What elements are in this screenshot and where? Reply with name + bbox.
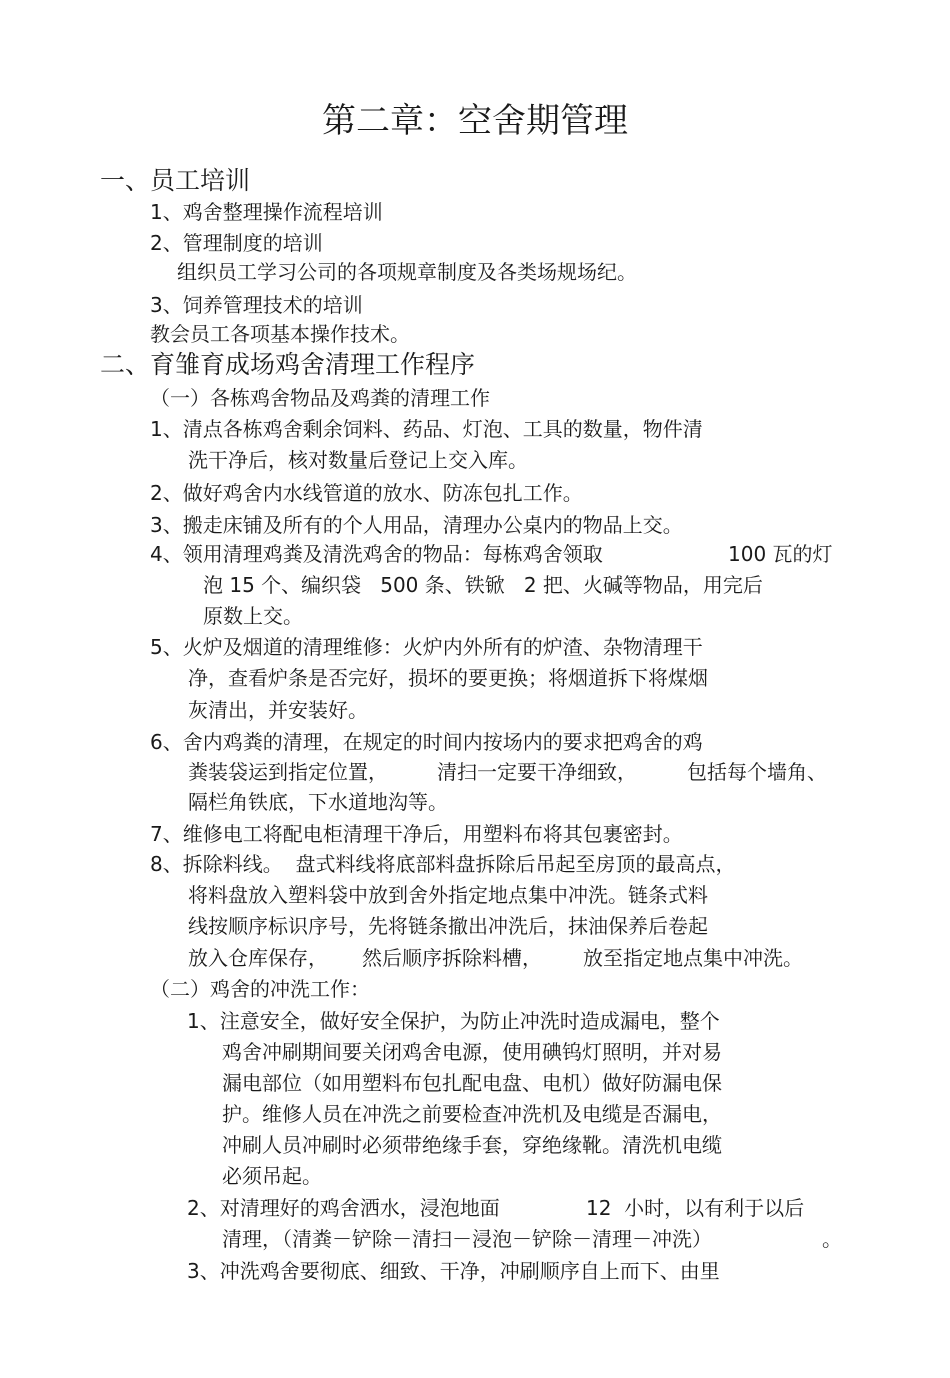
list-item-continuation: 漏电部位（如用塑料布包扎配电盘、电机）做好防漏电保 (222, 1071, 722, 1095)
chapter-title: 第二章：空舍期管理 (322, 101, 628, 141)
list-item: 1、注意安全，做好安全保护，为防止冲洗时造成漏电，整个 (187, 1009, 720, 1033)
list-item: 1、鸡舍整理操作流程培训 (150, 200, 383, 224)
list-item-fragment: 。 (822, 1227, 842, 1251)
item-description: 教会员工各项基本操作技术。 (150, 322, 410, 346)
list-item: 3、冲洗鸡舍要彻底、细致、干净，冲刷顺序自上而下、由里 (187, 1259, 720, 1283)
list-item-continuation: 灰清出，并安装好。 (188, 698, 368, 722)
list-item-continuation: 放入仓库保存， (188, 946, 328, 970)
list-item: 6、舍内鸡粪的清理，在规定的时间内按场内的要求把鸡舍的鸡 (150, 730, 703, 754)
list-item: 3、搬走床铺及所有的个人用品，清理办公桌内的物品上交。 (150, 513, 683, 537)
list-item-fragment: 100 瓦的灯 (728, 542, 833, 566)
list-item: 2、对清理好的鸡舍洒水，浸泡地面 (187, 1196, 500, 1220)
list-item-continuation: 鸡舍冲刷期间要关闭鸡舍电源，使用碘钨灯照明，并对易 (222, 1040, 722, 1064)
list-item-continuation: 护。维修人员在冲洗之前要检查冲洗机及电缆是否漏电， (222, 1102, 722, 1126)
list-item-continuation: 原数上交。 (203, 604, 303, 628)
list-item-fragment: 放至指定地点集中冲洗。 (583, 946, 803, 970)
list-item-continuation: 必须吊起。 (222, 1164, 322, 1188)
list-item: 4、领用清理鸡粪及清洗鸡舍的物品：每栋鸡舍领取 (150, 542, 603, 566)
list-item-fragment: 清扫一定要干净细致， (437, 760, 637, 784)
list-item: 5、火炉及烟道的清理维修：火炉内外所有的炉渣、杂物清理干 (150, 635, 703, 659)
list-item-fragment: 然后顺序拆除料槽， (362, 946, 542, 970)
list-item-continuation: 泡 15 个、编织袋 500 条、铁锨 2 把、火碱等物品，用完后 (203, 573, 763, 597)
item-description: 组织员工学习公司的各项规章制度及各类场规场纪。 (177, 260, 637, 284)
list-item-continuation: 冲刷人员冲刷时必须带绝缘手套，穿绝缘靴。清洗机电缆 (222, 1133, 722, 1157)
list-item: 2、管理制度的培训 (150, 231, 323, 255)
list-item-continuation: 线按顺序标识序号，先将链条撤出冲洗后，抹油保养后卷起 (188, 914, 708, 938)
list-item: 3、饲养管理技术的培训 (150, 293, 363, 317)
list-item-fragment: 包括每个墙角、 (687, 760, 827, 784)
list-item-continuation: 隔栏角铁底，下水道地沟等。 (188, 790, 448, 814)
list-item: 8、拆除料线。 盘式料线将底部料盘拆除后吊起至房顶的最高点， (150, 852, 736, 876)
list-item-continuation: 洗干净后，核对数量后登记上交入库。 (188, 448, 528, 472)
section-heading-cleaning-procedure: 二、育雏育成场鸡舍清理工作程序 (100, 350, 476, 379)
list-item: 2、做好鸡舍内水线管道的放水、防冻包扎工作。 (150, 481, 583, 505)
subsection-heading: （一）各栋鸡舍物品及鸡粪的清理工作 (150, 386, 490, 410)
subsection-heading: （二）鸡舍的冲洗工作： (150, 977, 370, 1001)
list-item: 7、维修电工将配电柜清理干净后，用塑料布将其包裹密封。 (150, 822, 683, 846)
section-heading-staff-training: 一、员工培训 (100, 166, 251, 195)
list-item-continuation: 清理，（清粪－铲除－清扫－浸泡－铲除－清理－冲洗） (222, 1227, 712, 1251)
list-item-continuation: 净，查看炉条是否完好，损坏的要更换；将烟道拆下将煤烟 (188, 666, 708, 690)
list-item-fragment: 12 小时，以有利于以后 (586, 1196, 805, 1220)
list-item-continuation: 粪装袋运到指定位置， (188, 760, 388, 784)
list-item: 1、清点各栋鸡舍剩余饲料、药品、灯泡、工具的数量，物件清 (150, 417, 703, 441)
list-item-continuation: 将料盘放入塑料袋中放到舍外指定地点集中冲洗。链条式料 (188, 883, 708, 907)
